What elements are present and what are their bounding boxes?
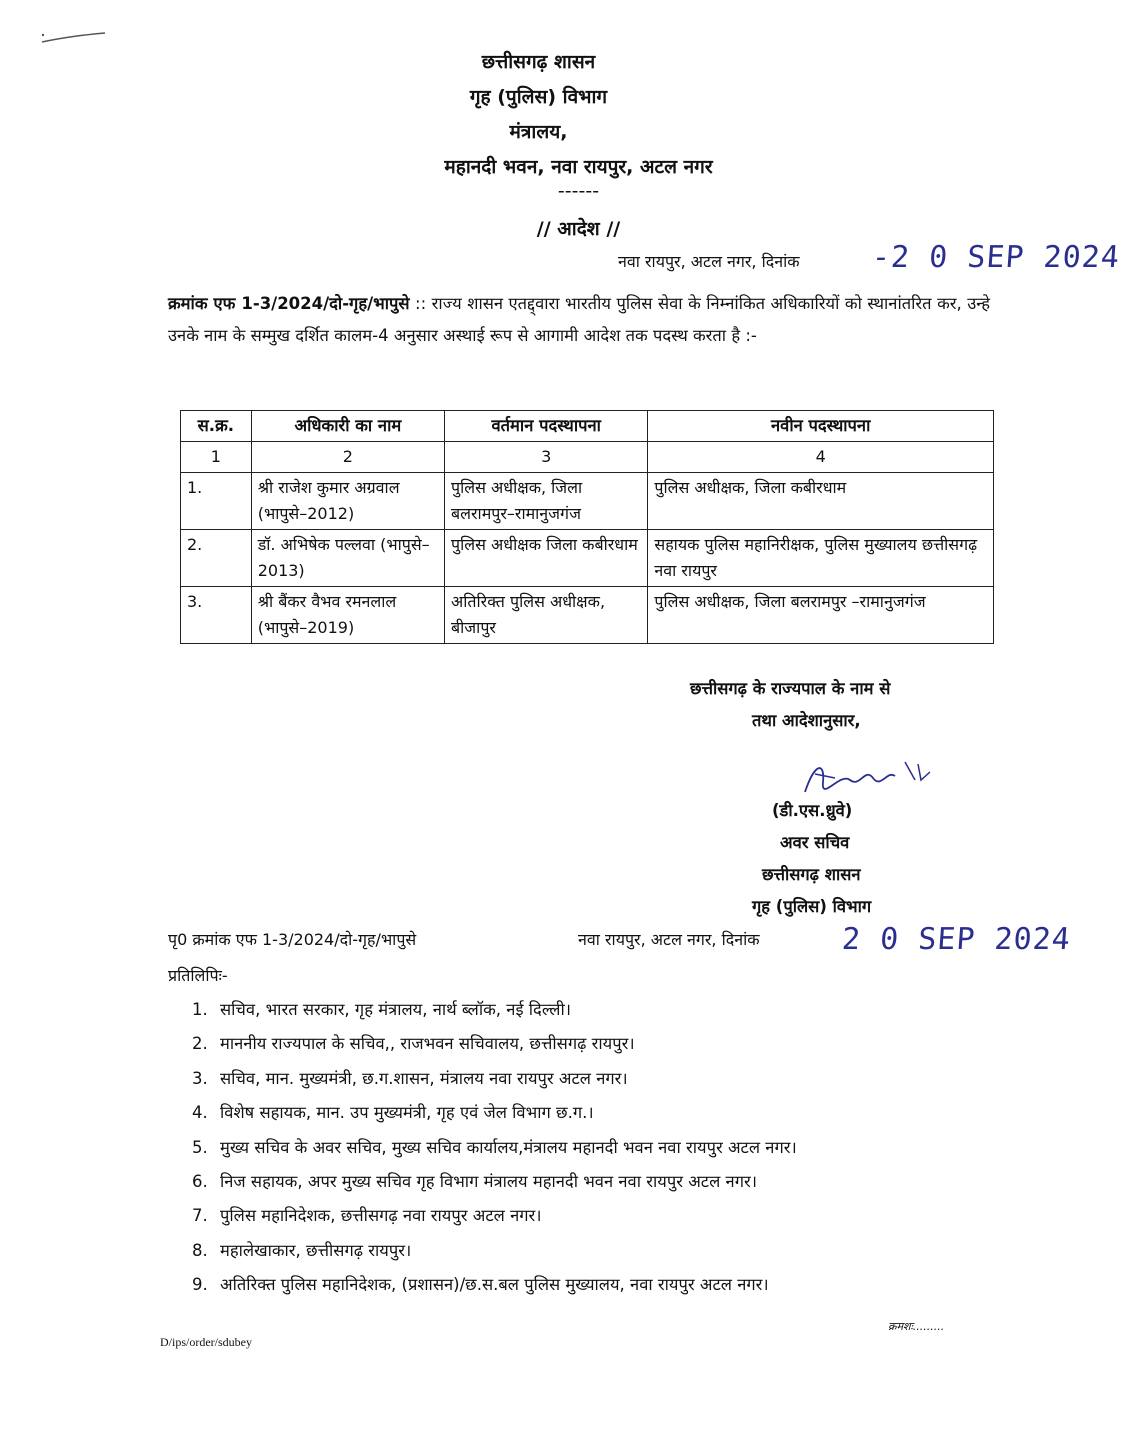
row-officer-name: डॉ. अभिषेक पल्लवा (भापुसे–2013) — [251, 530, 444, 587]
list-item: 7. पुलिस महानिदेशक, छत्तीसगढ़ नवा रायपुर अटल नगर। — [192, 1206, 542, 1226]
signatory-name: (डी.एस.ध्रुवे) — [772, 801, 853, 820]
row-serial: 3. — [181, 587, 252, 644]
header-current-posting: वर्तमान पदस्थापना — [445, 411, 648, 442]
list-item: 6. निज सहायक, अपर मुख्य सचिव गृह विभाग मंत्रालय महानदी भवन नवा रायपुर अटल नगर। — [192, 1171, 757, 1191]
header-new-posting: नवीन पदस्थापना — [648, 411, 994, 442]
order-date-label: नवा रायपुर, अटल नगर, दिनांक — [618, 252, 800, 271]
pen-mark — [40, 30, 110, 50]
list-item: 9. अतिरिक्त पुलिस महानिदेशक, (प्रशासन)/छ.स.बल पुलिस मुख्यालय, नवा रायपुर अटल नगर। — [192, 1275, 769, 1295]
row-new-posting: सहायक पुलिस महानिरीक्षक, पुलिस मुख्यालय छत्तीसगढ़ नवा रायपुर — [648, 530, 994, 587]
list-item: 1. सचिव, भारत सरकार, गृह मंत्रालय, नार्थ ब्लॉक, नई दिल्ली। — [192, 1000, 571, 1019]
header-officer-name: अधिकारी का नाम — [251, 411, 444, 442]
table-header-row — [181, 411, 994, 442]
order-paragraph — [168, 288, 990, 352]
table-row — [181, 473, 994, 530]
header-government: छत्तीसगढ़ शासन — [481, 51, 596, 73]
list-item: 8. महालेखाकार, छत्तीसगढ़ रायपुर। — [192, 1240, 412, 1260]
signatory-designation: अवर सचिव — [780, 833, 850, 852]
row-new-posting: पुलिस अधीक्षक, जिला बलरामपुर –रामानुजगंज — [648, 587, 994, 644]
table-column-number-row — [181, 442, 994, 473]
handwritten-signature — [795, 752, 945, 802]
copy-list — [192, 995, 797, 1305]
order-text: :: राज्य शासन एतद्द्वारा भारतीय पुलिस सेवा के निम्नांकित अधिकारियों को स्थानांतरित कर, उन्हे उनके नाम के सम्मुख दर्शित कालम-4 अनुसार अस्थाई रूप से आगामी आदेश तक पदस्थ करता है :- — [168, 294, 990, 345]
order-title: // आदेश // — [536, 218, 621, 240]
transfer-table — [180, 410, 994, 644]
header-separator: ------ — [557, 180, 600, 202]
column-number: 4 — [648, 442, 994, 473]
signatory-office: छत्तीसगढ़ शासन — [762, 865, 861, 884]
list-item: 5. मुख्य सचिव के अवर सचिव, मुख्य सचिव कार्यालय,मंत्रालय महानदी भवन नवा रायपुर अटल नगर। — [192, 1137, 797, 1157]
continued-note: क्रमशः......... — [888, 1320, 945, 1333]
column-number: 2 — [251, 442, 444, 473]
row-current-posting: अतिरिक्त पुलिस अधीक्षक, बीजापुर — [445, 587, 648, 644]
header-serial: स.क्र. — [181, 411, 252, 442]
table-row — [181, 587, 994, 644]
order-reference: क्रमांक एफ 1-3/2024/दो-गृह/भापुसे — [168, 294, 410, 313]
row-serial: 2. — [181, 530, 252, 587]
list-item: 3. सचिव, मान. मुख्यमंत्री, छ.ग.शासन, मंत्रालय नवा रायपुर अटल नगर। — [192, 1068, 628, 1088]
row-current-posting: पुलिस अधीक्षक जिला कबीरधाम — [445, 530, 648, 587]
column-number: 1 — [181, 442, 252, 473]
authority-line-2: तथा आदेशानुसार, — [752, 711, 861, 730]
header-department: गृह (पुलिस) विभाग — [469, 86, 608, 108]
header-ministry: मंत्रालय, — [509, 121, 568, 143]
list-item: 2. माननीय राज्यपाल के सचिव,, राजभवन सचिवालय, छत्तीसगढ़ रायपुर। — [192, 1034, 635, 1054]
authority-line-1: छत्तीसगढ़ के राज्यपाल के नाम से — [690, 679, 891, 698]
list-item: 4. विशेष सहायक, मान. उप मुख्यमंत्री, गृह एवं जेल विभाग छ.ग.। — [192, 1103, 594, 1123]
row-officer-name: श्री राजेश कुमार अग्रवाल (भापुसे–2012) — [251, 473, 444, 530]
endorsement-date-label: नवा रायपुर, अटल नगर, दिनांक — [578, 930, 760, 949]
header-address: महानदी भवन, नवा रायपुर, अटल नगर — [444, 156, 713, 178]
row-new-posting: पुलिस अधीक्षक, जिला कबीरधाम — [648, 473, 994, 530]
row-serial: 1. — [181, 473, 252, 530]
copy-heading: प्रतिलिपिः- — [168, 966, 228, 985]
column-number: 3 — [445, 442, 648, 473]
row-current-posting: पुलिस अधीक्षक, जिला बलरामपुर–रामानुजगंज — [445, 473, 648, 530]
endorsement-date-stamp: 2 0 SEP 2024 — [840, 922, 1072, 957]
file-reference: D/ips/order/sdubey — [160, 1335, 252, 1349]
row-officer-name: श्री बैंकर वैभव रमनलाल (भापुसे–2019) — [251, 587, 444, 644]
endorsement-reference: पृ0 क्रमांक एफ 1-3/2024/दो-गृह/भापुसे — [168, 930, 417, 949]
signatory-department: गृह (पुलिस) विभाग — [752, 897, 872, 916]
table-row — [181, 530, 994, 587]
order-date-stamp: -2 0 SEP 2024 — [870, 240, 1121, 275]
